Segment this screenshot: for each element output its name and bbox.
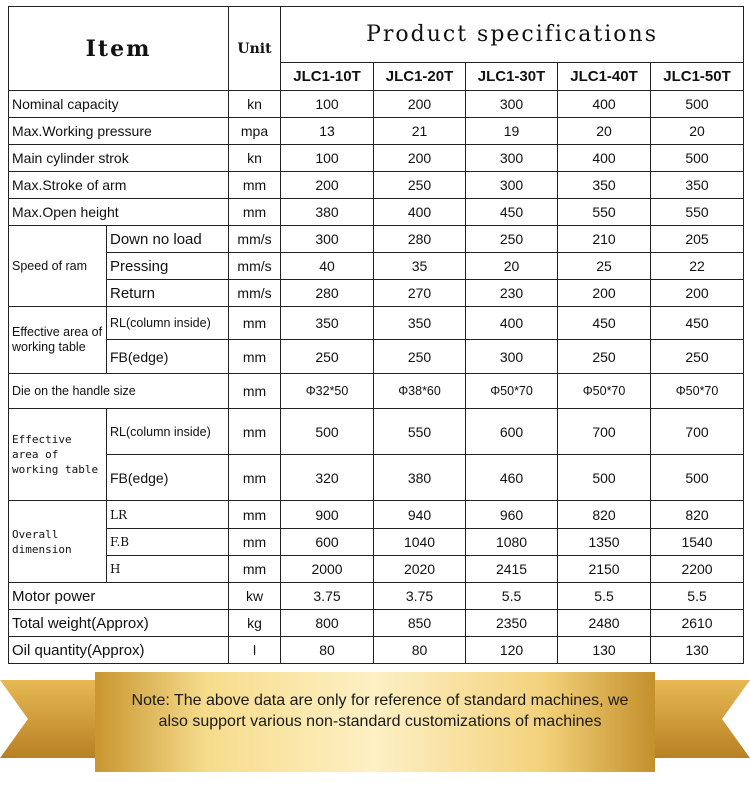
cell: 80 [281, 637, 374, 664]
row-label: Main cylinder strok [9, 145, 229, 172]
sub-label: Pressing [107, 253, 229, 280]
cell: 700 [651, 409, 744, 455]
cell: 250 [374, 172, 466, 199]
row-oil-quantity [9, 637, 744, 664]
cell: 20 [558, 118, 651, 145]
row-unit: mm [229, 409, 281, 455]
row-unit: mm [229, 455, 281, 501]
row-overall-lr [9, 501, 744, 529]
cell: 100 [281, 91, 374, 118]
cell: 5.5 [651, 583, 744, 610]
cell: 800 [281, 610, 374, 637]
row-overall-fb [9, 529, 744, 556]
row-effective-area2-fb [9, 455, 744, 501]
cell: 25 [558, 253, 651, 280]
cell: Φ50*70 [466, 374, 558, 409]
cell: 200 [558, 280, 651, 307]
cell: 550 [558, 199, 651, 226]
cell: 500 [651, 145, 744, 172]
cell: 940 [374, 501, 466, 529]
row-unit: kw [229, 583, 281, 610]
cell: 250 [466, 226, 558, 253]
cell: 350 [281, 307, 374, 340]
row-label: Max.Stroke of arm [9, 172, 229, 199]
cell: 300 [466, 340, 558, 374]
cell: 1350 [558, 529, 651, 556]
sub-label: H [107, 556, 229, 583]
cell: 300 [466, 91, 558, 118]
row-unit: kn [229, 91, 281, 118]
item-header: Item [9, 7, 229, 91]
cell: 22 [651, 253, 744, 280]
cell: 550 [374, 409, 466, 455]
row-label: Motor power [9, 583, 229, 610]
model-header: JLC1-10T [281, 63, 374, 91]
group-label: Effective area of working table [9, 307, 107, 374]
row-effective-area-fb [9, 340, 744, 374]
cell: 2415 [466, 556, 558, 583]
cell: 820 [651, 501, 744, 529]
cell: 600 [466, 409, 558, 455]
cell: 20 [651, 118, 744, 145]
row-overall-h [9, 556, 744, 583]
row-main-cylinder-strok [9, 145, 744, 172]
row-unit: l [229, 637, 281, 664]
row-label: Nominal capacity [9, 91, 229, 118]
cell: 380 [281, 199, 374, 226]
cell: 500 [651, 455, 744, 501]
row-max-stroke-of-arm [9, 172, 744, 199]
row-unit: mm [229, 199, 281, 226]
cell: 80 [374, 637, 466, 664]
cell: 1080 [466, 529, 558, 556]
row-unit: mm [229, 501, 281, 529]
cell: 300 [466, 172, 558, 199]
cell: 400 [466, 307, 558, 340]
row-effective-area-rl [9, 307, 744, 340]
banner-left-tail [0, 680, 110, 758]
unit-header: Unit [229, 7, 281, 91]
cell: 820 [558, 501, 651, 529]
cell: 210 [558, 226, 651, 253]
sub-label: F.B [107, 529, 229, 556]
cell: 400 [558, 91, 651, 118]
cell: 600 [281, 529, 374, 556]
sub-label: RL(column inside) [107, 409, 229, 455]
row-label: Total weight(Approx) [9, 610, 229, 637]
row-unit: mm [229, 556, 281, 583]
cell: 350 [374, 307, 466, 340]
group-label: Speed of ram [9, 226, 107, 307]
product-specs-header: Product specifications [281, 7, 744, 63]
cell: 2480 [558, 610, 651, 637]
cell: 1540 [651, 529, 744, 556]
cell: 200 [651, 280, 744, 307]
cell: 5.5 [558, 583, 651, 610]
cell: 350 [558, 172, 651, 199]
row-effective-area2-rl [9, 409, 744, 455]
row-max-open-height [9, 199, 744, 226]
row-speed-return [9, 280, 744, 307]
cell: 550 [651, 199, 744, 226]
cell: 2200 [651, 556, 744, 583]
cell: 450 [651, 307, 744, 340]
cell: 130 [651, 637, 744, 664]
cell: 380 [374, 455, 466, 501]
row-unit: kg [229, 610, 281, 637]
note-line: Note: The above data are only for reference of standard machines, we [131, 692, 629, 709]
cell: 250 [558, 340, 651, 374]
cell: 3.75 [374, 583, 466, 610]
row-unit: mm [229, 172, 281, 199]
cell: 320 [281, 455, 374, 501]
cell: 250 [374, 340, 466, 374]
cell: 280 [374, 226, 466, 253]
cell: 960 [466, 501, 558, 529]
cell: Φ32*50 [281, 374, 374, 409]
cell: 21 [374, 118, 466, 145]
row-max-working-pressure [9, 118, 744, 145]
spec-table [8, 6, 744, 664]
cell: 460 [466, 455, 558, 501]
model-header: JLC1-20T [374, 63, 466, 91]
group-label: Overall dimension [9, 501, 107, 583]
cell: 120 [466, 637, 558, 664]
row-speed-pressing [9, 253, 744, 280]
cell: 3.75 [281, 583, 374, 610]
cell: 500 [558, 455, 651, 501]
row-unit: mm/s [229, 226, 281, 253]
cell: 450 [558, 307, 651, 340]
row-unit: kn [229, 145, 281, 172]
cell: 2610 [651, 610, 744, 637]
cell: 500 [281, 409, 374, 455]
cell: 850 [374, 610, 466, 637]
cell: 5.5 [466, 583, 558, 610]
sub-label: FB(edge) [107, 455, 229, 501]
cell: 500 [651, 91, 744, 118]
model-header: JLC1-50T [651, 63, 744, 91]
row-unit: mm [229, 340, 281, 374]
row-unit: mm/s [229, 280, 281, 307]
cell: 230 [466, 280, 558, 307]
cell: 13 [281, 118, 374, 145]
cell: 130 [558, 637, 651, 664]
cell: 2350 [466, 610, 558, 637]
cell: 35 [374, 253, 466, 280]
row-unit: mm [229, 374, 281, 409]
cell: 300 [281, 226, 374, 253]
row-unit: mm/s [229, 253, 281, 280]
cell: 2000 [281, 556, 374, 583]
cell: 350 [651, 172, 744, 199]
row-label: Die on the handle size [9, 374, 229, 409]
cell: Φ38*60 [374, 374, 466, 409]
row-motor-power [9, 583, 744, 610]
group-label: Effective area of working table [9, 409, 107, 501]
row-total-weight [9, 610, 744, 637]
sub-label: Return [107, 280, 229, 307]
row-unit: mpa [229, 118, 281, 145]
cell: 100 [281, 145, 374, 172]
cell: 200 [281, 172, 374, 199]
model-header: JLC1-30T [466, 63, 558, 91]
row-label: Oil quantity(Approx) [9, 637, 229, 664]
sub-label: FB(edge) [107, 340, 229, 374]
cell: 2020 [374, 556, 466, 583]
cell: 900 [281, 501, 374, 529]
cell: 400 [374, 199, 466, 226]
cell: 200 [374, 145, 466, 172]
row-label: Max.Open height [9, 199, 229, 226]
cell: 250 [281, 340, 374, 374]
cell: 450 [466, 199, 558, 226]
cell: 19 [466, 118, 558, 145]
row-nominal-capacity [9, 91, 744, 118]
cell: 200 [374, 91, 466, 118]
cell: Φ50*70 [651, 374, 744, 409]
cell: 700 [558, 409, 651, 455]
cell: 205 [651, 226, 744, 253]
cell: 300 [466, 145, 558, 172]
row-speed-down-no-load [9, 226, 744, 253]
note-text [100, 690, 660, 732]
sub-label: RL(column inside) [107, 307, 229, 340]
row-label: Max.Working pressure [9, 118, 229, 145]
cell: Φ50*70 [558, 374, 651, 409]
row-die-handle-size [9, 374, 744, 409]
cell: 40 [281, 253, 374, 280]
cell: 280 [281, 280, 374, 307]
sub-label: Down no load [107, 226, 229, 253]
note-line: also support various non-standard customizations of machines [158, 713, 602, 730]
cell: 20 [466, 253, 558, 280]
cell: 270 [374, 280, 466, 307]
row-unit: mm [229, 529, 281, 556]
row-unit: mm [229, 307, 281, 340]
cell: 250 [651, 340, 744, 374]
sub-label: LR [107, 501, 229, 529]
cell: 1040 [374, 529, 466, 556]
model-header: JLC1-40T [558, 63, 651, 91]
cell: 2150 [558, 556, 651, 583]
cell: 400 [558, 145, 651, 172]
